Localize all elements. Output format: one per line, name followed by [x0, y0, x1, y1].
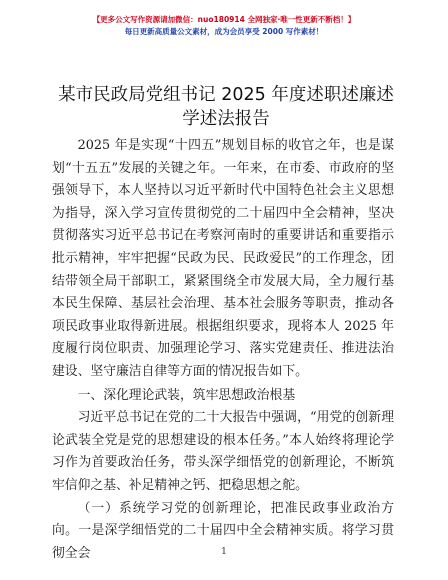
page-number: 1: [221, 547, 227, 557]
subsection-1-paragraph: （一）系统学习党的创新理论，把准民政事业政治方向。一是深学细悟党的二十届四中全会精神实质。将学习贯彻全会: [52, 500, 394, 561]
promo-banner: [0, 14, 448, 38]
promo-banner-line-2: 每日更新高质量公文素材，成为会员享受 2000 写作素材！: [124, 27, 324, 36]
document-title: 某市民政局党组书记 2025 年度述职述廉述学述法报告: [58, 85, 394, 129]
document-body: [52, 135, 394, 565]
intro-paragraph: 2025 年是实现“十四五”规划目标的收官之年，也是谋划“十五五”发展的关键之年。一年来，在市委、市政府的坚强领导下，本人坚持以习近平新时代中国特色社会主义思想为指导，深入学习宣传贯彻党的二十届四中全会精神，坚决贯彻落实习近平总书记在考察河南时的重要讲话和重要指示批示精神，牢牢把握“民政为民、民政爱民”的工作理念，团结带领全局干部职工，紧紧围绕全市发展大局，全力履行基本民生保障、基层社会治理、基本社会服务等职责，推动各项民政事业取得新进展。根据组织要求，现将本人 2025 年度履行岗位职责、加强理论学习、落实党建责任、推进法治建设、坚守廉洁自律等方面的情况报告如下。: [52, 138, 394, 379]
promo-banner-line-1: 【更多公文写作资源请加微信：nuo180914 全网独家·唯一性更新不断档！】: [92, 15, 356, 24]
section-heading-1: 一、深化理论武装，筑牢思想政治根基: [77, 387, 296, 403]
section-1-paragraph: 习近平总书记在党的二十大报告中强调，“用党的创新理论武装全党是党的思想建设的根本任务。”本人始终将理论学习作为首要政治任务，带头深学细悟党的创新理论，不断筑牢信仰之基、补足精神之钙、把稳思想之舵。: [52, 410, 394, 493]
